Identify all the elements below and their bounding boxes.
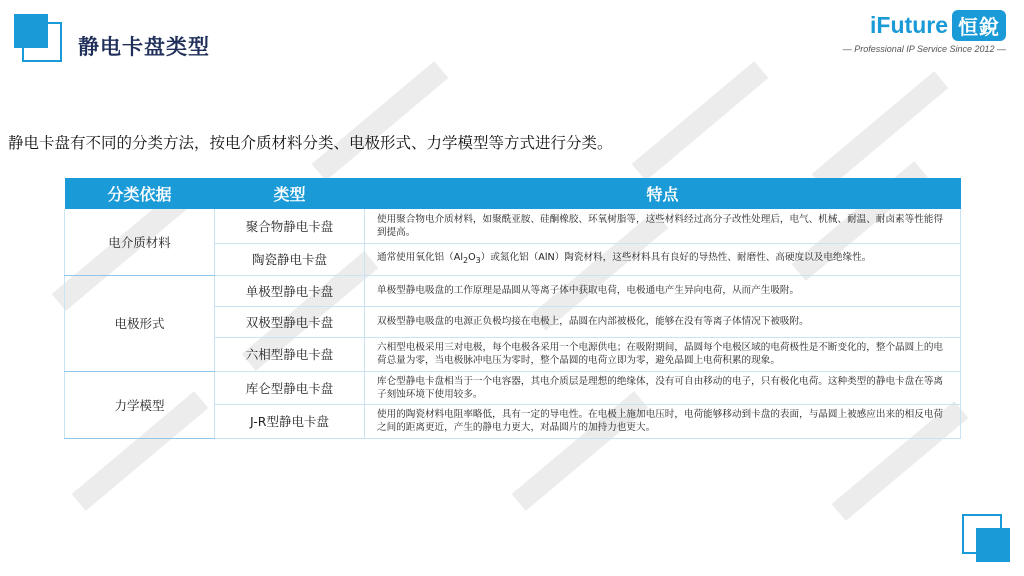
type-cell: J-R型静电卡盘 (215, 404, 365, 438)
type-cell: 陶瓷静电卡盘 (215, 243, 365, 275)
company-logo (806, 10, 1006, 66)
basis-cell: 力学模型 (65, 371, 215, 438)
type-cell: 双极型静电卡盘 (215, 306, 365, 337)
watermark-stripe (632, 61, 769, 181)
type-cell: 库仑型静电卡盘 (215, 371, 365, 404)
corner-decoration-bottom-right (976, 528, 1010, 562)
type-cell: 聚合物静电卡盘 (215, 209, 365, 243)
watermark-stripe (312, 61, 449, 181)
basis-cell: 电极形式 (65, 275, 215, 371)
header-feature: 特点 (365, 178, 961, 209)
watermark-stripe (812, 71, 949, 191)
logo-chinese-mark: 恒銳 (952, 10, 1006, 41)
table-header-row (65, 178, 961, 209)
feature-cell: 六相型电极采用三对电极，每个电极各采用一个电源供电；在吸附期间，晶圆每个电极区域的电荷极性是不断变化的，整个晶圆上的电荷总量为零，当电极脉冲电压为零时，整个晶圆的电荷立即为零，避免晶圆上电荷积累的现象。 (365, 337, 961, 371)
basis-cell: 电介质材料 (65, 209, 215, 275)
classification-table (64, 178, 961, 439)
type-cell: 六相型静电卡盘 (215, 337, 365, 371)
feature-cell: 通常使用氧化铝$(Al_2O_3)$或氮化铝（AlN）陶瓷材料，这些材料具有良好的导热性、耐磨性、高硬度以及电绝缘性。 (365, 243, 961, 275)
feature-cell: 使用的陶瓷材料电阻率略低，具有一定的导电性。在电极上施加电压时，电荷能够移动到卡盘的表面，与晶圆上被感应出来的相反电荷之间的距离更近，产生的静电力更大，对晶圆片的加持力也更大。 (365, 404, 961, 438)
type-cell: 单极型静电卡盘 (215, 275, 365, 306)
page-title: 静电卡盘类型 (78, 35, 210, 59)
feature-cell: 库仑型静电卡盘相当于一个电容器，其电介质层是理想的绝缘体，没有可自由移动的电子，只有极化电荷。这种类型的静电卡盘在等离子刻蚀环境下使用较多。 (365, 371, 961, 404)
corner-decoration-top-left-outline (22, 22, 62, 62)
feature-cell: 单极型静电吸盘的工作原理是晶圆从等离子体中获取电荷，电极通电产生异向电荷，从而产生吸附。 (365, 275, 961, 306)
logo-tagline: — Professional IP Service Since 2012 — (842, 44, 1006, 54)
header-type: 类型 (215, 178, 365, 209)
table-row (65, 209, 961, 243)
table-row (65, 371, 961, 404)
header-basis: 分类依据 (65, 178, 215, 209)
feature-cell: 使用聚合物电介质材料，如聚酰亚胺、硅酮橡胶、环氧树脂等，这些材料经过高分子改性处理后，电气、机械、耐温、耐卤素等性能得到提高。 (365, 209, 961, 243)
table-row (65, 275, 961, 306)
logo-wordmark: iFuture (870, 12, 948, 38)
intro-text: 静电卡盘有不同的分类方法，按电介质材料分类、电极形式、力学模型等方式进行分类。 (8, 134, 613, 152)
feature-cell: 双极型静电吸盘的电源正负极均接在电极上，晶圆在内部被极化，能够在没有等离子体情况下被吸附。 (365, 306, 961, 337)
